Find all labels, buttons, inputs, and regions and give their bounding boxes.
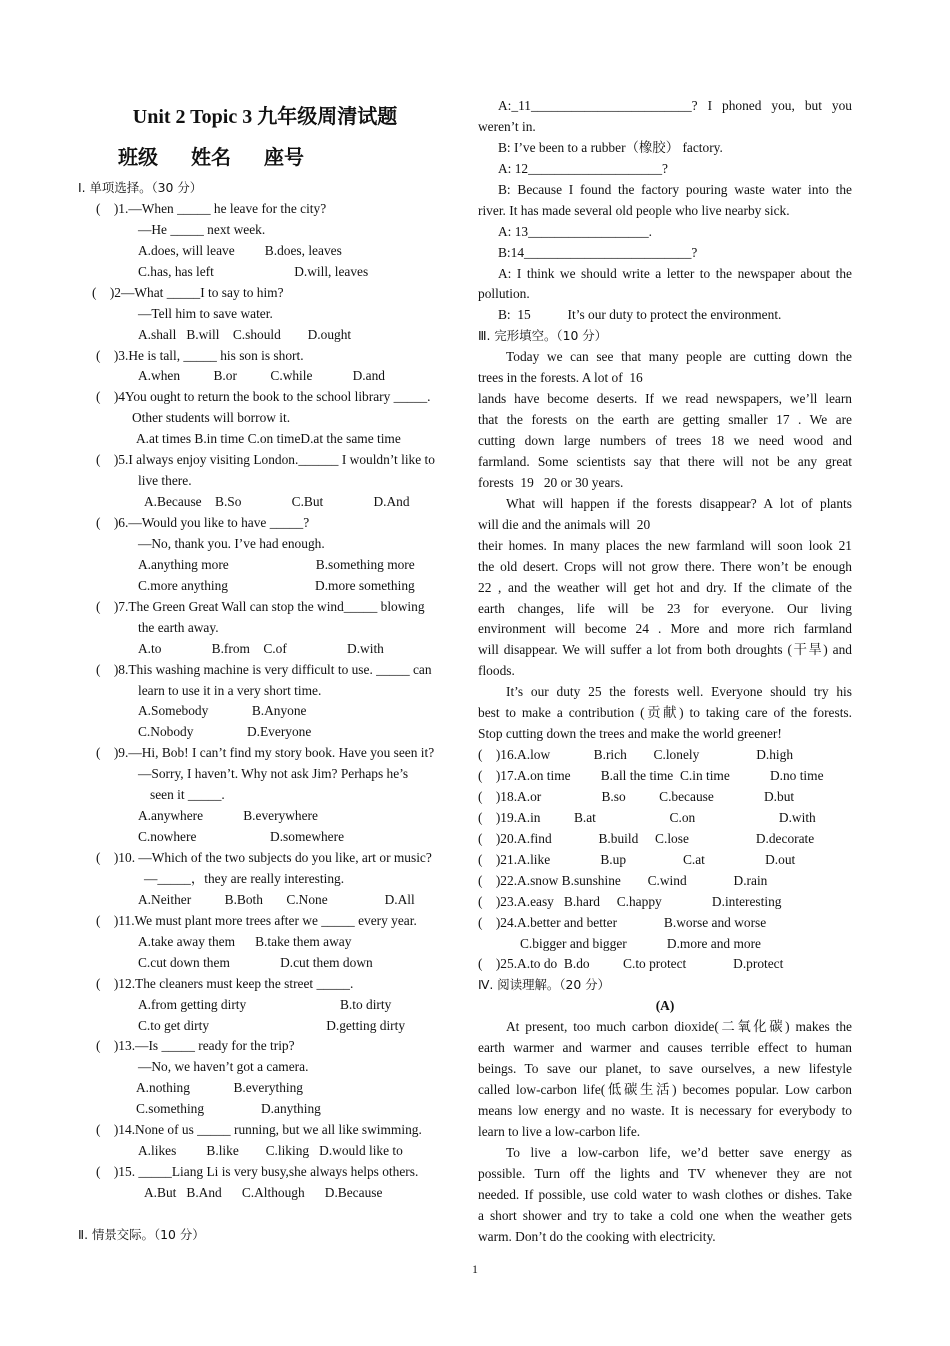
section-2-heading: Ⅱ. 情景交际。（10 分） xyxy=(78,1226,205,1242)
question-12: ( )12.The cleaners must keep the street _____. xyxy=(96,975,354,991)
question-4: ( )4You ought to return the book to the school library _____. xyxy=(96,389,431,405)
question-13-options: C.something D.anything xyxy=(136,1101,321,1117)
cloze-option: ( )18.A.or B.so C.because D.but xyxy=(478,788,795,804)
cloze-line: their homes. In many places the new farmland will soon look 21 xyxy=(478,537,852,553)
question-4-options: A.at times B.in time C.on timeD.at the same time xyxy=(136,431,401,447)
question-7-cont: the earth away. xyxy=(138,619,219,635)
question-10-options: A.Neither B.Both C.None D.All xyxy=(138,891,415,907)
question-5-options: A.Because B.So C.But D.And xyxy=(144,494,410,510)
cloze-option: ( )17.A.on time B.all the time C.in time D.no time xyxy=(478,768,824,783)
cloze-option: ( )24.A.better and better B.worse and worse xyxy=(478,914,767,930)
question-14-options: A.likes B.like C.liking D.would like to xyxy=(138,1143,403,1159)
cloze-option: ( )20.A.find B.build C.lose D.decorate xyxy=(478,830,815,846)
spacer xyxy=(78,1204,452,1225)
question-6-options: A.anything more B.something more xyxy=(138,556,415,572)
question-11-options: A.take away them B.take them away xyxy=(138,933,352,949)
dialogue-line: B: I’ve been to a rubber（橡胶） factory. xyxy=(498,139,723,155)
question-3: ( )3.He is tall, _____ his son is short. xyxy=(96,347,304,363)
question-12-options: A.from getting dirty B.to dirty xyxy=(138,996,392,1012)
question-5: ( )5.I always enjoy visiting London.______ I wouldn’t like to xyxy=(96,452,435,468)
cloze-option: ( )21.A.like B.up C.at D.out xyxy=(478,851,796,867)
reading-line: called low-carbon life(低碳生活) becomes popular. Low carbon xyxy=(478,1082,852,1098)
question-8-cont: learn to use it in a very short time. xyxy=(138,682,322,698)
question-9-answer: —Sorry, I haven’t. Why not ask Jim? Perhaps he’s xyxy=(138,766,409,782)
cloze-line: that the forests on the earth are getting smaller 17 . We are xyxy=(478,412,852,428)
dialogue-line: B: Because I found the factory pouring waste water into the xyxy=(498,181,852,197)
question-4-cont: Other students will borrow it. xyxy=(132,410,291,426)
question-15: ( )15. _____Liang Li is very busy,she always helps others. xyxy=(96,1164,419,1180)
page-number: 1 xyxy=(472,1264,478,1276)
reading-line: a short shower and try to take a cold one when the weather gets xyxy=(478,1207,852,1223)
question-13-options: A.nothing B.everything xyxy=(136,1080,303,1096)
cloze-line: floods. xyxy=(478,663,515,679)
section-1-heading: Ⅰ. 单项选择。（30 分） xyxy=(78,180,203,195)
reading-title: (A) xyxy=(655,998,675,1014)
cloze-line: farmland. Some scientists say that there will not be any great xyxy=(478,453,852,469)
dialogue-line: B: 15 It’s our duty to protect the environment. xyxy=(498,307,782,323)
section-3-heading: Ⅲ. 完形填空。（10 分） xyxy=(478,328,608,344)
question-3-options: A.when B.or C.while D.and xyxy=(138,368,385,384)
reading-line: At present, too much carbon dioxide(二氧化碳) makes the xyxy=(506,1019,852,1035)
question-9-options: A.anywhere B.everywhere xyxy=(138,808,318,824)
reading-line: possible. Turn off the lights and TV whenever they are not xyxy=(478,1165,852,1181)
cloze-line: It’s our duty 25 the forests well. Everyone should try his xyxy=(506,684,852,700)
question-11: ( )11.We must plant more trees after we _____ every year. xyxy=(96,912,417,928)
reading-line: To live a low-carbon life, we’d better save energy as xyxy=(506,1144,852,1160)
reading-line: means low energy and no waste. It is necessary for everybody to xyxy=(478,1103,852,1118)
question-2-options: A.shall B.will C.should D.ought xyxy=(138,326,352,342)
question-6-options: C.more anything D.more something xyxy=(138,577,415,593)
question-13: ( )13.—Is _____ ready for the trip? xyxy=(96,1038,295,1054)
question-12-options: C.to get dirty D.getting dirty xyxy=(138,1017,406,1033)
cloze-option: C.bigger and bigger D.more and more xyxy=(520,935,761,951)
page-title: Unit 2 Topic 3 九年级周清试题 xyxy=(132,106,398,128)
cloze-option: ( )22.A.snow B.sunshine C.wind D.rain xyxy=(478,872,768,888)
cloze-line: earth changes, life will be 23 for everyone. Our living xyxy=(478,600,852,616)
cloze-line: environment will become 24 . More and more rich farmland xyxy=(478,621,852,637)
cloze-option: ( )19.A.in B.at C.on D.with xyxy=(478,809,816,825)
question-1-answer: —He _____ next week. xyxy=(138,221,266,237)
dialogue-line: pollution. xyxy=(478,286,530,302)
dialogue-line: weren’t in. xyxy=(478,118,536,134)
seat-label: 座号 xyxy=(264,147,304,169)
reading-line: learn to live a low-carbon life. xyxy=(478,1123,641,1139)
question-9-options: C.nowhere D.somewhere xyxy=(138,829,345,845)
cloze-line: the old desert. Crops will not grow there. There won’t be enough xyxy=(478,558,852,574)
question-5-cont: live there. xyxy=(138,473,192,489)
cloze-line: Stop cutting down the trees and make the world greener! xyxy=(478,726,782,742)
dialogue-line: A: I think we should write a letter to the newspaper about the xyxy=(498,265,852,281)
dialogue-line: A:_11________________________? I phoned you, but you xyxy=(498,98,852,113)
question-10-answer: —_____，they are really interesting. xyxy=(144,870,345,886)
left-column xyxy=(78,96,452,1246)
question-9-cont: seen it _____. xyxy=(150,787,225,803)
question-6-answer: —No, thank you. I’ve had enough. xyxy=(138,535,325,551)
dialogue-line: A: 12____________________? xyxy=(498,160,668,176)
question-15-options: A.But B.And C.Although D.Because xyxy=(144,1185,383,1200)
cloze-line: What will happen if the forests disappear? A lot of plants xyxy=(506,495,852,511)
reading-line: beings. To save our planet, to save ourselves, a new lifestyle xyxy=(478,1061,852,1077)
right-column xyxy=(478,96,852,1248)
question-8: ( )8.This washing machine is very difficult to use. _____ can xyxy=(96,661,432,677)
question-7: ( )7.The Green Great Wall can stop the wind_____ blowing xyxy=(96,598,425,614)
cloze-option: ( )25.A.to do B.do C.to protect D.protect xyxy=(478,956,784,972)
question-1: ( )1.—When _____ he leave for the city? xyxy=(96,200,327,216)
question-2-answer: —Tell him to save water. xyxy=(138,305,273,321)
question-9: ( )9.—Hi, Bob! I can’t find my story book. Have you seen it? xyxy=(96,745,435,761)
cloze-line: will die and the animals will 20 xyxy=(478,516,657,532)
dialogue-line: A: 13__________________. xyxy=(498,223,652,239)
cloze-option: ( )16.A.low B.rich C.lonely D.high xyxy=(478,747,794,763)
cloze-line: will disappear. We will suffer a lot from both droughts (干旱) and xyxy=(478,642,852,658)
cloze-line: forests 19 20 or 30 years. xyxy=(478,474,624,490)
cloze-line: cutting down large numbers of trees 18 we need wood and xyxy=(478,433,852,448)
question-13-answer: —No, we haven’t got a camera. xyxy=(138,1059,309,1075)
question-10: ( )10. —Which of the two subjects do you like, art or music? xyxy=(96,850,432,865)
cloze-line: lands have become deserts. If we read newspapers, we’ll learn xyxy=(478,391,852,407)
question-1-options: A.does, will leave B.does, leaves xyxy=(138,242,342,258)
question-2: ( )2—What _____I to say to him? xyxy=(92,284,284,300)
cloze-line: best to make a contribution (贡献) to taking care of the forests. xyxy=(478,705,852,721)
cloze-line: trees in the forests. A lot of 16 xyxy=(478,370,650,386)
question-14: ( )14.None of us _____ running, but we all like swimming. xyxy=(96,1122,422,1138)
dialogue-line: B:14_________________________? xyxy=(498,244,698,260)
question-1-options: C.has, has left D.will, leaves xyxy=(138,263,369,279)
question-11-options: C.cut down them D.cut them down xyxy=(138,954,373,970)
reading-line: needed. If possible, use cold water to wash clothes or dishes. Take xyxy=(478,1186,852,1202)
cloze-line: Today we can see that many people are cutting down the xyxy=(506,349,852,365)
question-7-options: A.to B.from C.of D.with xyxy=(138,640,384,656)
question-6: ( )6.—Would you like to have _____? xyxy=(96,515,310,530)
reading-line: earth warmer and warmer and causes terrible effect to human xyxy=(478,1040,852,1056)
question-8-options: A.Somebody B.Anyone xyxy=(138,703,307,719)
cloze-line: 22 , and the weather will get hot and dry. If the climate of the xyxy=(478,579,852,595)
cloze-option: ( )23.A.easy B.hard C.happy D.interesting xyxy=(478,893,782,909)
section-4-heading: Ⅳ. 阅读理解。（20 分） xyxy=(478,977,610,993)
dialogue-line: river. It has made several old people who live nearby sick. xyxy=(478,202,790,218)
reading-line: warm. Don’t do the cooking with electricity. xyxy=(478,1228,716,1244)
question-8-options: C.Nobody D.Everyone xyxy=(138,724,312,740)
student-info-line xyxy=(78,138,452,178)
class-label: 班级 xyxy=(118,147,158,169)
name-label: 姓名 xyxy=(191,147,231,169)
